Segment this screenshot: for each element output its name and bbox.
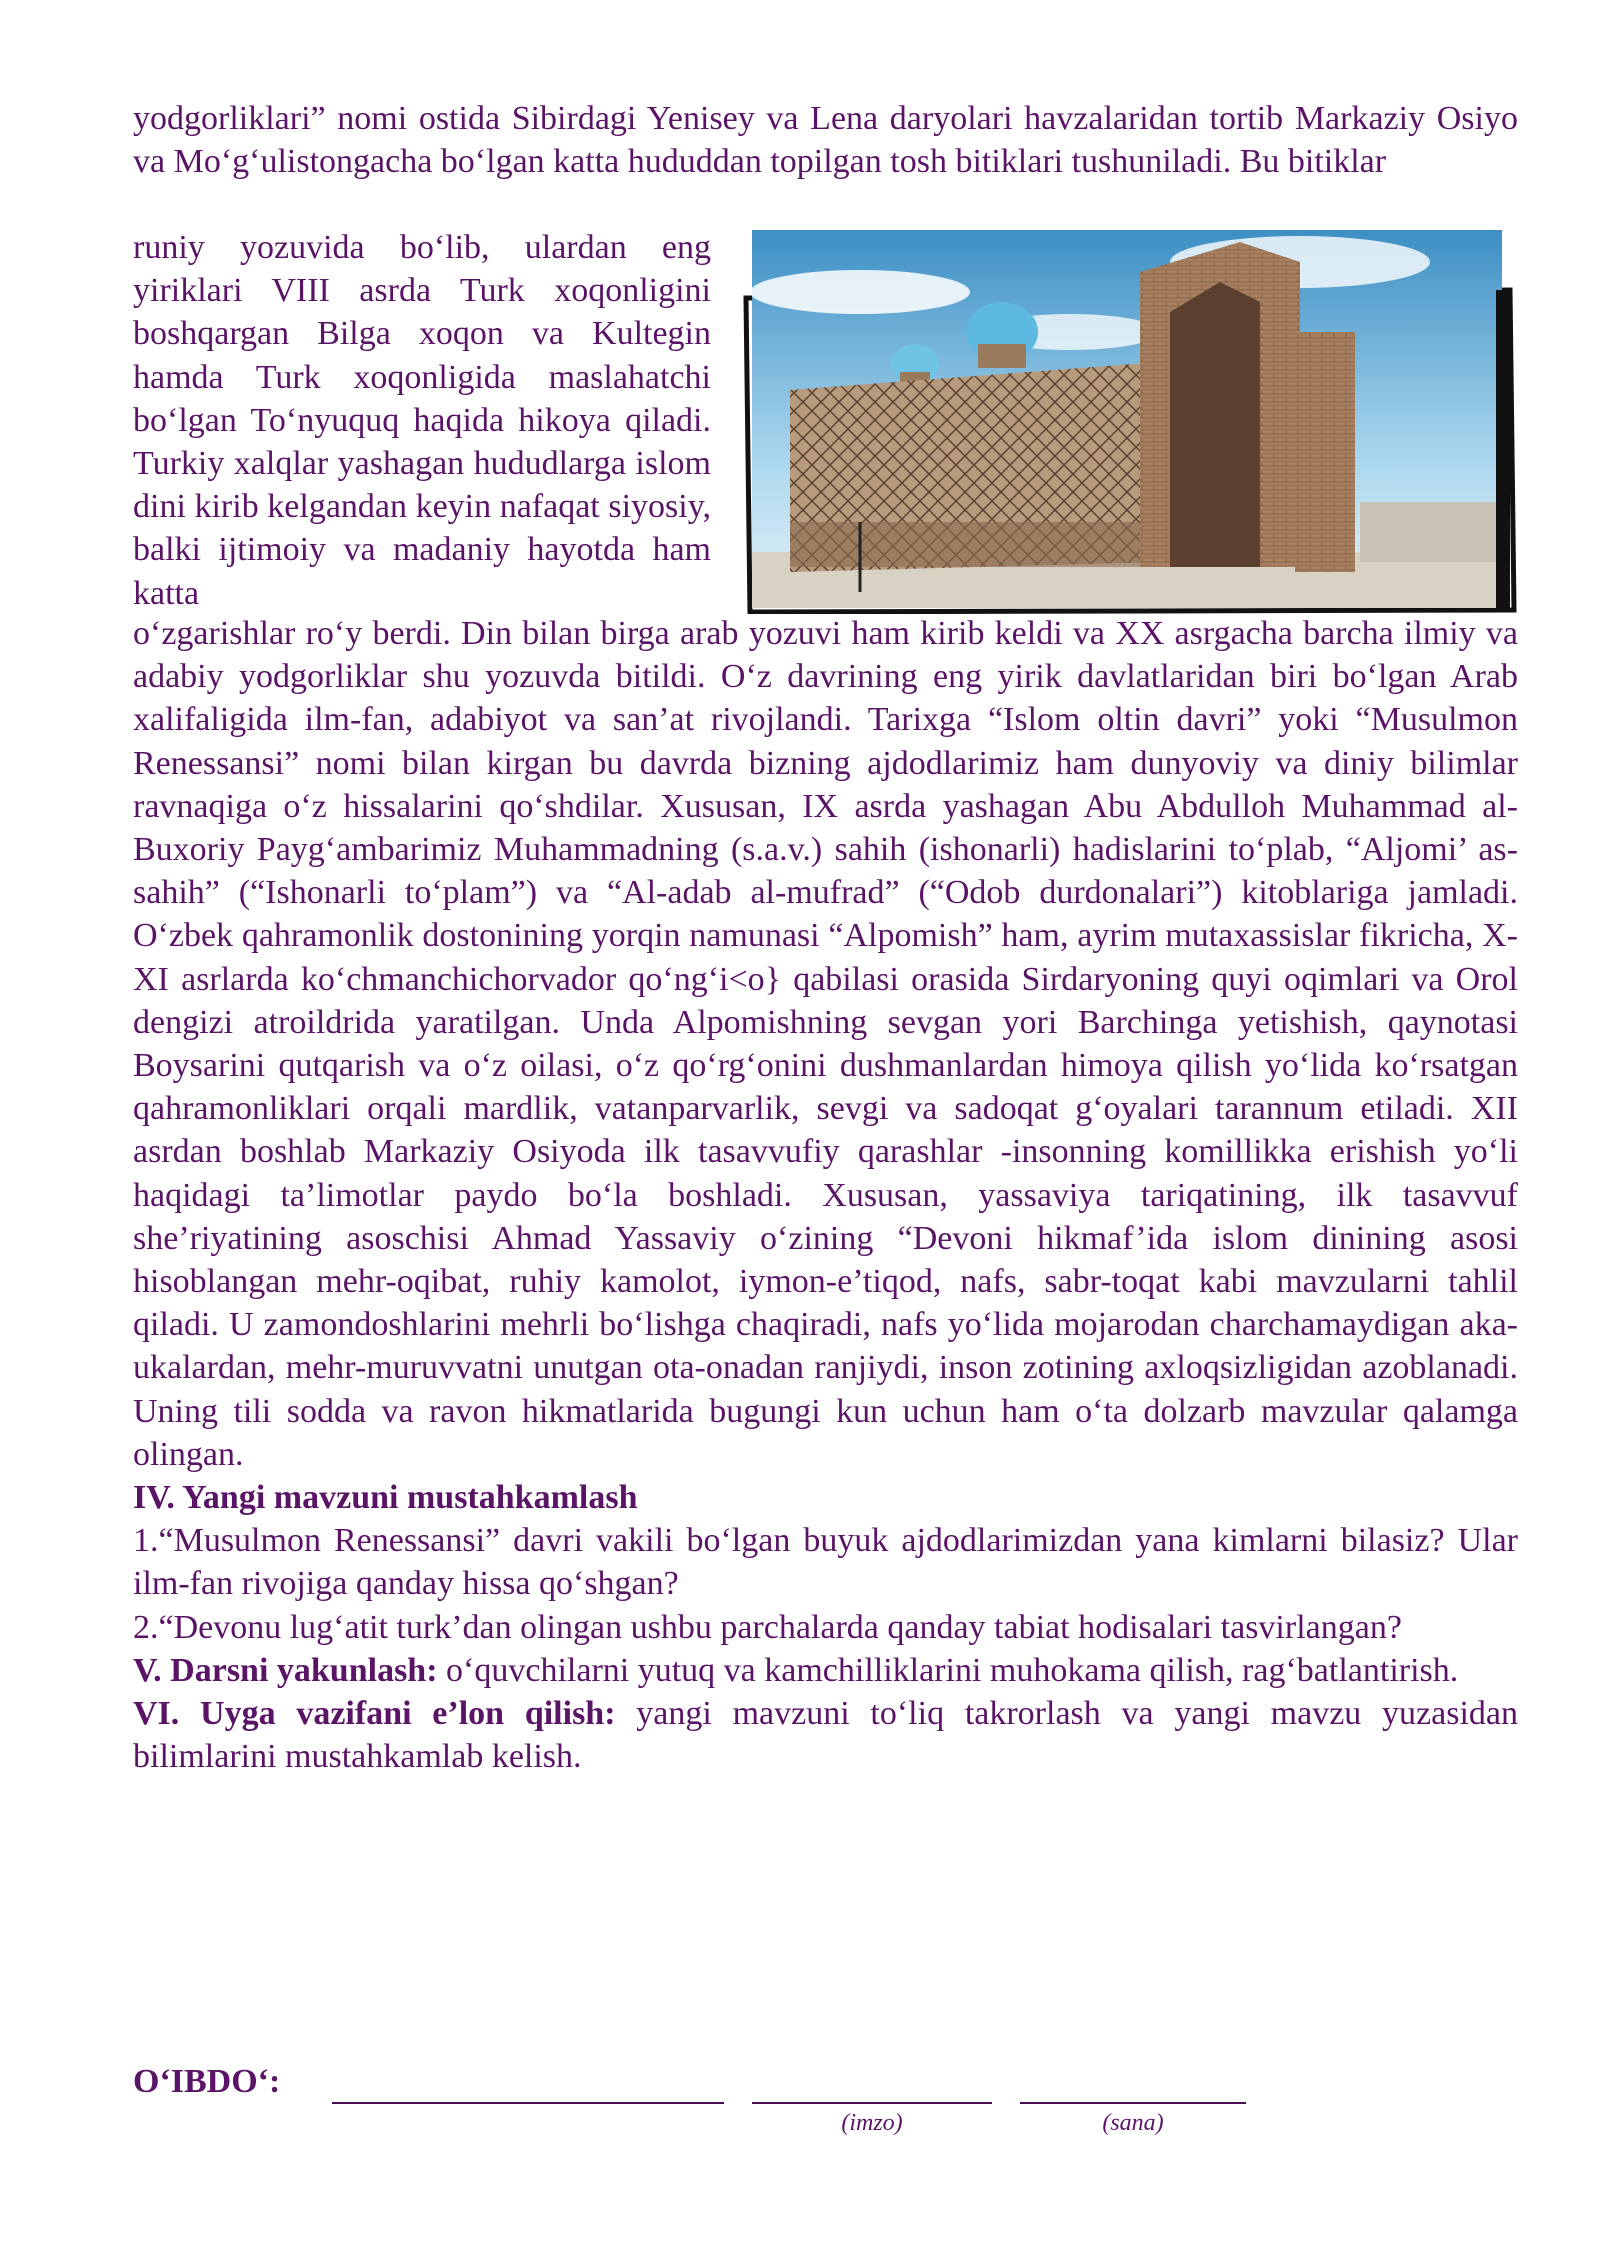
mausoleum-image — [740, 222, 1520, 614]
signature-caption: (imzo) — [841, 2110, 903, 2136]
section-6-text: yangi mavzuni to‘liq takrorlash va yangi mavzu yuzasidan bilimlarini mustahkamlab kelish. — [133, 1695, 1518, 1776]
signature-line — [752, 2102, 992, 2104]
question-2: 2.“Devonu lug‘atit turk’dan olingan ushbu parchalarda qanday tabiat hodisalari tasvirlangan? — [133, 1608, 1402, 1646]
section-6-heading: VI. Uyga vazifani e’lon qilish: — [133, 1695, 616, 1733]
main-paragraph — [133, 612, 1518, 1778]
name-line — [332, 2102, 724, 2104]
footer-label: O‘IBDO‘: — [133, 2063, 281, 2100]
wrapped-paragraph — [133, 226, 711, 615]
date-caption: (sana) — [1102, 2110, 1164, 2136]
section-6 — [133, 1692, 1518, 1778]
intro-text: yodgorliklari” nomi ostida Sibirdagi Yenisey va Lena daryolari havzalaridan tortib Markaziy Osiyo va Mo‘g‘ulistongacha bo‘lgan katta hududdan topilgan tosh bitiklari tushuniladi. Bu bitiklar — [133, 100, 1518, 181]
section-4-heading: IV. Yangi mavzuni mustahkamlash — [133, 1479, 638, 1517]
wrapped-text: runiy yozuvida bo‘lib, ulardan eng yiriklari VIII asrda Turk xoqonligini boshqargan Bilga xoqon va Kultegin hamda Turk xoqonligida maslahatchi bo‘lgan To‘nyuquq haqida hikoya qiladi. Turkiy xalqlar yashagan hududlarga islom dini kirib kelgandan keyin nafaqat siyosiy, balki ijtimoiy va madaniy hayotda ham katta — [133, 229, 711, 612]
date-line — [1020, 2102, 1246, 2104]
section-5-heading: V. Darsni yakunlash: — [133, 1651, 438, 1689]
intro-paragraph — [133, 97, 1518, 183]
mausoleum-illustration — [740, 222, 1520, 614]
section-5 — [133, 1649, 1518, 1692]
section-5-text: o‘quvchilarni yutuq va kamchilliklarini muhokama qilish, rag‘batlantirish. — [437, 1651, 1459, 1689]
main-text: o‘zgarishlar ro‘y berdi. Din bilan birga arab yozuvi ham kirib keldi va XX asrgacha barcha ilmiy va adabiy yodgorliklar shu yozuvda bitildi. O‘z davrining eng yirik davlatlaridan biri bo‘lgan Arab xalifaligida ilm-fan, adabiyot va san’at rivojlandi. Tarixga “Islom oltin davri” yoki “Musulmon Renessansi” nomi bilan kirgan bu davrda bizning ajdodlarimiz ham dunyoviy va diniy bilimlar ravnaqiga o‘z hissalarini qo‘shdilar. Xususan, IX asrda yashagan Abu Abdulloh Muhammad al-Buxoriy Payg‘ambarimiz Muhammadning (s.a.v.) sahih (ishonarli) hadislarini to‘plab, “Aljomi’ as-sahih” (“Ishonarli to‘plam”) va “Al-adab al-mufrad” (“Odob durdonalari”) kitoblariga jamladi. O‘zbek qahramonlik dostonining yorqin namunasi “Alpomish” ham, ayrim mutaxassislar fikricha, X-XI asrlarda ko‘chmanchichorvador qo‘ng‘i<o} qabilasi orasida Sirdaryoning quyi oqimlari va Orol dengizi atroildrida yaratilgan. Unda Alpomishning sevgan yori Barchinga yetishish, qaynotasi Boysarini qutqarish va o‘z oilasi, o‘z qo‘rg‘onini dushmanlardan himoya qilish yo‘lida ko‘rsatgan qahramonliklari orqali mardlik, vatanparvarlik, sevgi va sadoqat g‘oyalari tarannum etiladi. XII asrdan boshlab Markaziy Osiyoda ilk tasavvufiy qarashlar -insonning komillikka erishish yo‘li haqidagi ta’limotlar paydo bo‘la boshladi. Xususan, yassaviya tariqatining, ilk tasavvuf she’riyatining asoschisi Ahmad Yassaviy o‘zining “Devoni hikmaf’ida islom dinining asosi hisoblangan mehr-oqibat, ruhiy kamolot, iymon-e’tiqod, nafs, sabr-toqat kabi mavzularni tahlil qiladi. U zamondoshlarini mehrli bo‘lishga chaqiradi, nafs yo‘lida mojarodan charchamaydigan aka-ukalardan, mehr-muruvvatni unutgan ota-onadan ranjiydi, inson zotining axloqsizligidan azoblanadi. Uning tili sodda va ravon hikmatlarida bugungi kun uchun ham o‘ta dolzarb mavzular qalamga olingan. — [133, 615, 1518, 1473]
question-1: 1.“Musulmon Renessansi” davri vakili bo‘lgan buyuk ajdodlarimizdan yana kimlarni bilasiz? Ular ilm-fan rivojiga qanday hissa qo‘shgan? — [133, 1522, 1518, 1603]
